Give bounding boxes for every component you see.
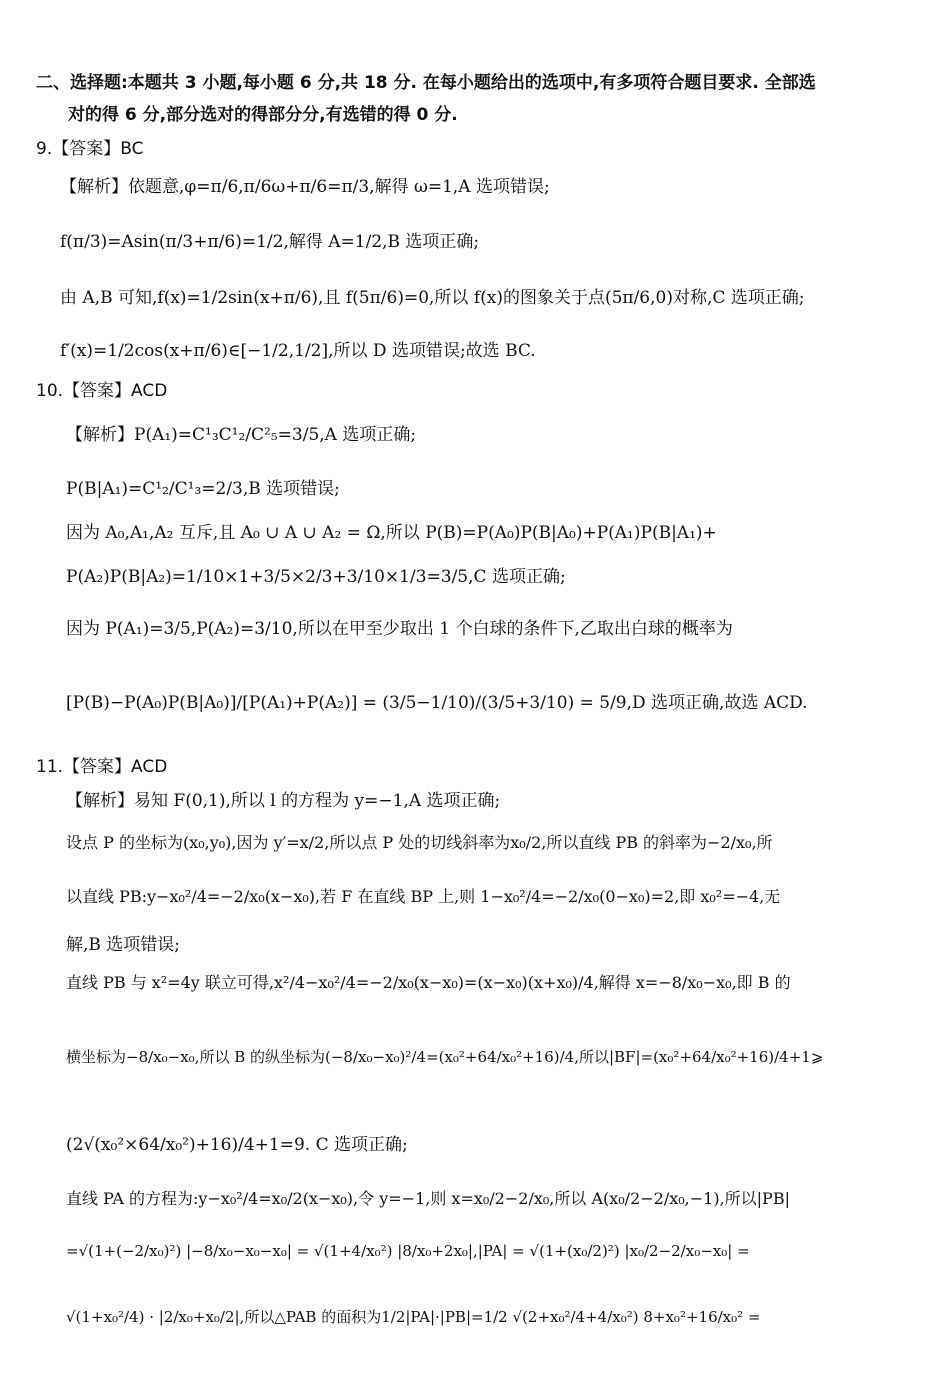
- q10-line5: 因为 P(A₁)=3/5,P(A₂)=3/10,所以在甲至少取出 1 个白球的条件下,乙取出白球的概率为: [66, 619, 733, 639]
- q9-line4: f′(x)=1/2cos(x+π/6)∈[−1/2,1/2],所以 D 选项错误;故选 BC.: [60, 341, 536, 361]
- q11-line2: 设点 P 的坐标为(x₀,y₀),因为 y′=x/2,所以点 P 处的切线斜率为x₀/2,所以直线 PB 的斜率为−2/x₀,所: [66, 833, 773, 852]
- q10-line3: 因为 A₀,A₁,A₂ 互斥,且 A₀ ∪ A ∪ A₂ = Ω,所以 P(B)=P(A₀)P(B|A₀)+P(A₁)P(B|A₁)+: [66, 523, 717, 543]
- q11-line6: 横坐标为−8/x₀−x₀,所以 B 的纵坐标为(−8/x₀−x₀)²/4=(x₀²+64/x₀²+16)/4,所以|BF|=(x₀²+64/x₀²+16)/4+1⩾: [66, 1048, 824, 1066]
- q11-answer: 11.【答案】ACD: [36, 757, 168, 777]
- q11-line1: 【解析】易知 F(0,1),所以 l 的方程为 y=−1,A 选项正确;: [66, 791, 501, 811]
- q9-line3: 由 A,B 可知,f(x)=1/2sin(x+π/6),且 f(5π/6)=0,所以 f(x)的图象关于点(5π/6,0)对称,C 选项正确;: [60, 288, 805, 308]
- section-heading-line1: 二、选择题:本题共 3 小题,每小题 6 分,共 18 分. 在每小题给出的选项中,有多项符合题目要求. 全部选: [36, 73, 816, 93]
- q9-line1: 【解析】依题意,φ=π/6,π/6ω+π/6=π/3,解得 ω=1,A 选项错误;: [60, 177, 550, 197]
- q11-line8: 直线 PA 的方程为:y−x₀²/4=x₀/2(x−x₀),令 y=−1,则 x=x₀/2−2/x₀,所以 A(x₀/2−2/x₀,−1),所以|PB|: [66, 1189, 790, 1208]
- q9-answer: 9.【答案】BC: [36, 139, 144, 159]
- q11-line5: 直线 PB 与 x²=4y 联立可得,x²/4−x₀²/4=−2/x₀(x−x₀)=(x−x₀)(x+x₀)/4,解得 x=−8/x₀−x₀,即 B 的: [66, 973, 791, 992]
- q10-line4: P(A₂)P(B|A₂)=1/10×1+3/5×2/3+3/10×1/3=3/5,C 选项正确;: [66, 567, 566, 587]
- section-heading-line2: 对的得 6 分,部分选对的得部分分,有选错的得 0 分.: [68, 105, 458, 125]
- q9-line2: f(π/3)=Asin(π/3+π/6)=1/2,解得 A=1/2,B 选项正确;: [60, 232, 480, 252]
- q10-line6: [P(B)−P(A₀)P(B|A₀)]/[P(A₁)+P(A₂)] = (3/5−1/10)/(3/5+3/10) = 5/9,D 选项正确,故选 ACD.: [66, 693, 808, 713]
- q10-line1: 【解析】P(A₁)=C¹₃C¹₂/C²₅=3/5,A 选项正确;: [66, 425, 417, 445]
- q11-line7: (2√(x₀²×64/x₀²)+16)/4+1=9. C 选项正确;: [66, 1135, 408, 1155]
- q11-line9: =√(1+(−2/x₀)²) |−8/x₀−x₀−x₀| = √(1+4/x₀²) |8/x₀+2x₀|,|PA| = √(1+(x₀/2)²) |x₀/2−2/x₀−x₀| =: [66, 1242, 750, 1260]
- q10-answer: 10.【答案】ACD: [36, 381, 168, 401]
- q11-line4: 解,B 选项错误;: [66, 935, 181, 955]
- q10-line2: P(B|A₁)=C¹₂/C¹₃=2/3,B 选项错误;: [66, 479, 340, 499]
- q11-line3: 以直线 PB:y−x₀²/4=−2/x₀(x−x₀),若 F 在直线 BP 上,则 1−x₀²/4=−2/x₀(0−x₀)=2,即 x₀²=−4,无: [66, 887, 781, 906]
- q11-line10: √(1+x₀²/4) · |2/x₀+x₀/2|,所以△PAB 的面积为1/2|PA|·|PB|=1/2 √(2+x₀²/4+4/x₀²) 8+x₀²+16/x₀² =: [66, 1308, 761, 1326]
